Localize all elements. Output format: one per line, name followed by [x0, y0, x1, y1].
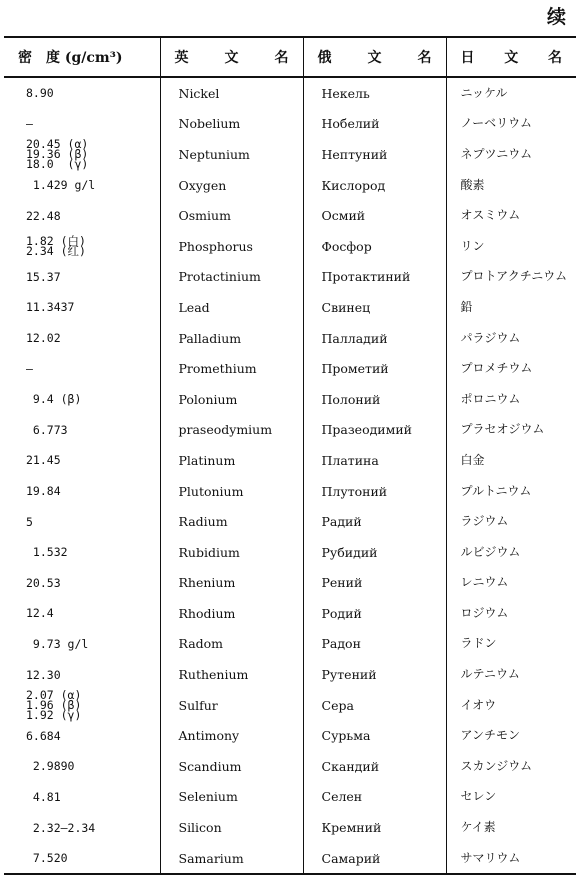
header-japanese-char: 名: [548, 50, 562, 66]
russian-name: Кремний: [303, 812, 446, 843]
russian-name: Селен: [303, 782, 446, 813]
table-header: [4, 37, 576, 77]
density-value: 1.96 (β): [26, 698, 82, 713]
russian-name: Полоний: [303, 384, 446, 415]
russian-name: Палладий: [303, 323, 446, 354]
table-row: [4, 568, 576, 599]
table-row: [4, 109, 576, 140]
russian-name: Рубидий: [303, 537, 446, 568]
russian-name: Сера: [303, 690, 446, 721]
table-row: [4, 262, 576, 293]
density-value: 5: [26, 514, 33, 529]
density-value: 20.45 (α): [26, 137, 89, 152]
russian-name: Сурьма: [303, 720, 446, 751]
english-name: Osmium: [160, 200, 303, 231]
english-name: Polonium: [160, 384, 303, 415]
density-value: 12.30: [26, 667, 61, 682]
table-row: [4, 598, 576, 629]
header-russian-char: 文: [367, 50, 382, 66]
table-row: [4, 629, 576, 660]
table-row: [4, 231, 576, 262]
russian-name: Рений: [303, 568, 446, 599]
density-cell: [4, 262, 160, 293]
density-value: 15.37: [26, 269, 61, 284]
japanese-name: レニウム: [446, 568, 576, 599]
header-japanese-char: 文: [504, 50, 519, 66]
header-japanese-char: 日: [460, 50, 475, 66]
russian-name: Самарий: [303, 843, 446, 875]
table-row: [4, 77, 576, 109]
density-cell: [4, 292, 160, 323]
japanese-name: スカンジウム: [446, 751, 576, 782]
density-cell: [4, 568, 160, 599]
russian-name: Кислород: [303, 170, 446, 201]
header-density: [4, 37, 160, 77]
japanese-name: パラジウム: [446, 323, 576, 354]
table-row: [4, 323, 576, 354]
elements-table: [4, 36, 576, 875]
table-row: [4, 415, 576, 446]
english-name: Radium: [160, 506, 303, 537]
table-row: [4, 751, 576, 782]
header-russian-char: 俄: [317, 50, 332, 66]
japanese-name: 酸素: [446, 170, 576, 201]
russian-name: Радий: [303, 506, 446, 537]
density-cell: [4, 537, 160, 568]
english-name: Lead: [160, 292, 303, 323]
density-value: 19.36 (β): [26, 147, 89, 162]
english-name: Rhodium: [160, 598, 303, 629]
japanese-name: オスミウム: [446, 200, 576, 231]
header-english: [160, 37, 303, 77]
density-value: 8.90: [26, 86, 54, 101]
japanese-name: プラセオジウム: [446, 415, 576, 446]
japanese-name: ポロニウム: [446, 384, 576, 415]
density-cell: [4, 659, 160, 690]
density-cell: [4, 170, 160, 201]
russian-name: Празеодимий: [303, 415, 446, 446]
density-value: 12.4: [26, 606, 54, 621]
japanese-name: リン: [446, 231, 576, 262]
table-row: [4, 537, 576, 568]
density-cell: [4, 720, 160, 751]
density-value: 2.07 (α): [26, 688, 82, 703]
japanese-name: プルトニウム: [446, 476, 576, 507]
japanese-name: ラドン: [446, 629, 576, 660]
english-name: Palladium: [160, 323, 303, 354]
density-cell: [4, 109, 160, 140]
density-value: 4.81: [26, 789, 61, 804]
russian-name: Фосфор: [303, 231, 446, 262]
density-cell: [4, 506, 160, 537]
density-value: 1.92 (γ): [26, 708, 82, 723]
table-row: [4, 506, 576, 537]
density-value: 12.02: [26, 331, 61, 346]
japanese-name: ルテニウム: [446, 659, 576, 690]
russian-name: Родий: [303, 598, 446, 629]
english-name: Silicon: [160, 812, 303, 843]
japanese-name: アンチモン: [446, 720, 576, 751]
english-name: Neptunium: [160, 139, 303, 170]
russian-name: Скандий: [303, 751, 446, 782]
english-name: Sulfur: [160, 690, 303, 721]
density-cell: [4, 843, 160, 875]
table-row: [4, 720, 576, 751]
density-value: 1.429 g/l: [26, 178, 96, 193]
density-cell: [4, 476, 160, 507]
english-name: Oxygen: [160, 170, 303, 201]
header-japanese: [446, 37, 576, 77]
density-value: 19.84: [26, 484, 61, 499]
english-name: Scandium: [160, 751, 303, 782]
english-name: Ruthenium: [160, 659, 303, 690]
russian-name: Некель: [303, 77, 446, 109]
table-row: [4, 445, 576, 476]
table-row: [4, 690, 576, 721]
russian-name: Нептуний: [303, 139, 446, 170]
density-value: 2.32—2.34: [26, 820, 96, 835]
density-value: 2.34 (红): [26, 244, 86, 259]
density-value: 21.45: [26, 453, 61, 468]
table-row: [4, 139, 576, 170]
english-name: Antimony: [160, 720, 303, 751]
english-name: Rubidium: [160, 537, 303, 568]
header-english-char: 英: [174, 50, 189, 66]
density-cell: [4, 415, 160, 446]
density-cell: [4, 353, 160, 384]
density-cell: [4, 139, 160, 170]
table-body: [4, 77, 576, 874]
russian-name: Осмий: [303, 200, 446, 231]
header-english-char: 名: [274, 50, 289, 66]
density-cell: [4, 231, 160, 262]
density-cell: [4, 323, 160, 354]
header-russian: [303, 37, 446, 77]
japanese-name: ニッケル: [446, 77, 576, 109]
japanese-name: 鉛: [446, 292, 576, 323]
table-row: [4, 782, 576, 813]
japanese-name: ロジウム: [446, 598, 576, 629]
header-density-char: 密: [18, 50, 32, 66]
density-cell: [4, 782, 160, 813]
density-value: 20.53: [26, 575, 61, 590]
english-name: Samarium: [160, 843, 303, 875]
japanese-name: セレン: [446, 782, 576, 813]
density-cell: [4, 751, 160, 782]
density-cell: [4, 812, 160, 843]
table-row: [4, 292, 576, 323]
continued-mark: 续: [546, 6, 566, 28]
japanese-name: プロトアクチニウム: [446, 262, 576, 293]
english-name: Nickel: [160, 77, 303, 109]
japanese-name: イオウ: [446, 690, 576, 721]
russian-name: Свинец: [303, 292, 446, 323]
density-value: 1.82 (白): [26, 234, 86, 249]
russian-name: Радон: [303, 629, 446, 660]
density-cell: [4, 598, 160, 629]
density-cell: [4, 384, 160, 415]
header-english-char: 文: [224, 50, 239, 66]
density-value: —: [26, 361, 33, 376]
density-value: —: [26, 116, 33, 131]
table-row: [4, 200, 576, 231]
russian-name: Платина: [303, 445, 446, 476]
density-value: 22.48: [26, 208, 61, 223]
japanese-name: ネプツニウム: [446, 139, 576, 170]
density-value: 1.532: [26, 545, 68, 560]
english-name: Rhenium: [160, 568, 303, 599]
russian-name: Нобелий: [303, 109, 446, 140]
table-row: [4, 476, 576, 507]
density-value: 7.520: [26, 851, 68, 866]
density-value: 6.684: [26, 728, 61, 743]
density-value: 6.773: [26, 422, 68, 437]
japanese-name: ノーベリウム: [446, 109, 576, 140]
density-value: 11.3437: [26, 300, 75, 315]
english-name: Nobelium: [160, 109, 303, 140]
japanese-name: プロメチウム: [446, 353, 576, 384]
density-value: 9.73 g/l: [26, 636, 89, 651]
russian-name: Прометий: [303, 353, 446, 384]
japanese-name: ルビジウム: [446, 537, 576, 568]
english-name: Selenium: [160, 782, 303, 813]
density-value: 2.9890: [26, 759, 75, 774]
table-row: [4, 659, 576, 690]
density-cell: [4, 629, 160, 660]
density-value: 9.4 (β): [26, 392, 82, 407]
header-russian-char: 名: [417, 50, 432, 66]
english-name: Phosphorus: [160, 231, 303, 262]
table-row: [4, 843, 576, 875]
russian-name: Плутоний: [303, 476, 446, 507]
english-name: Protactinium: [160, 262, 303, 293]
russian-name: Протактиний: [303, 262, 446, 293]
english-name: Plutonium: [160, 476, 303, 507]
table-row: [4, 812, 576, 843]
table-row: [4, 384, 576, 415]
density-cell: [4, 445, 160, 476]
english-name: praseodymium: [160, 415, 303, 446]
density-cell: [4, 690, 160, 721]
japanese-name: 白金: [446, 445, 576, 476]
english-name: Radom: [160, 629, 303, 660]
density-value: 18.0 (γ): [26, 157, 89, 172]
english-name: Promethium: [160, 353, 303, 384]
japanese-name: ケイ素: [446, 812, 576, 843]
japanese-name: ラジウム: [446, 506, 576, 537]
header-density-unit: 度 (g/cm³): [46, 50, 123, 66]
density-cell: [4, 200, 160, 231]
japanese-name: サマリウム: [446, 843, 576, 875]
english-name: Platinum: [160, 445, 303, 476]
density-cell: [4, 77, 160, 109]
table-row: [4, 170, 576, 201]
table-row: [4, 353, 576, 384]
russian-name: Рутений: [303, 659, 446, 690]
